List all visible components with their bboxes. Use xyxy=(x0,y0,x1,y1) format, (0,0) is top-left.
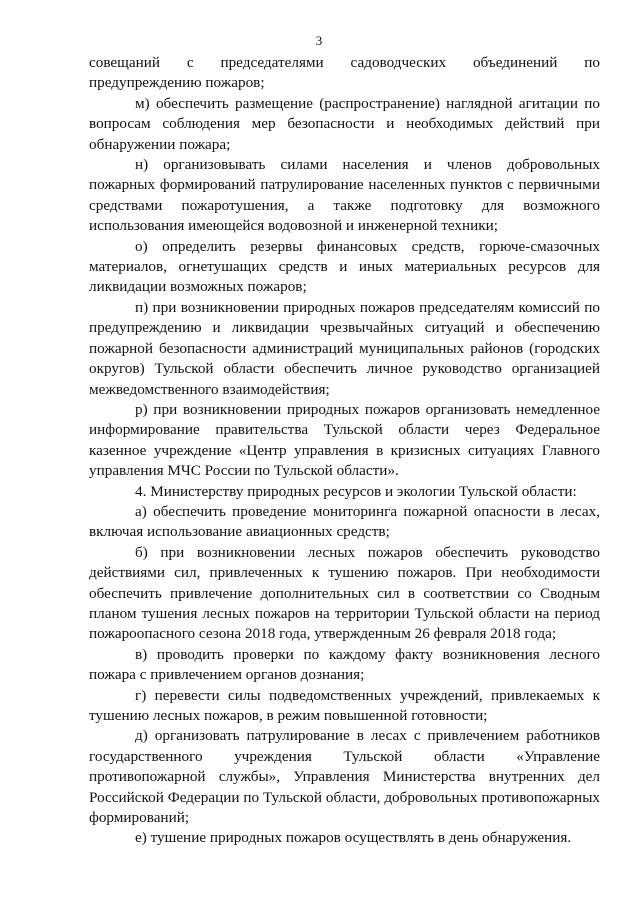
paragraph-item-e: е) тушение природных пожаров осуществлять в день обнаружения. xyxy=(135,829,572,847)
paragraph-continuation: совещаний с председателями садоводческих объединений по предупреждению пожаров; xyxy=(89,54,600,92)
paragraph-item-a: а) обеспечить проведение мониторинга пожарной опасности в лесах, включая использование авиационных средств; xyxy=(89,502,600,541)
paragraph-item-m: м) обеспечить размещение (распространение) наглядной агитации по вопросам соблюдения мер безопасности и необходимых действий при обнаружении пожара; xyxy=(89,94,600,153)
document-body xyxy=(89,53,600,849)
paragraph-item-p: п) при возникновении природных пожаров председателям комиссий по предупреждению и ликвидации чрезвычайных ситуаций и обеспечению пожарной безопасности администраций муниципальных районов (городских округов) Тульской области обеспечить личное руководство организацией межведомственного взаимодействия; xyxy=(89,298,600,398)
paragraph-section-4: 4. Министерству природных ресурсов и экологии Тульской области: xyxy=(135,482,577,500)
paragraph-item-v: в) проводить проверки по каждому факту возникновения лесного пожара с привлечением органов дознания; xyxy=(89,645,600,684)
page-number: 3 xyxy=(315,33,323,48)
paragraph-item-b: б) при возникновении лесных пожаров обеспечить руководство действиями сил, привлеченных к тушению пожаров. При необходимости обеспечить привлечение дополнительных сил в соответствии со Сводным планом тушения лесных пожаров на территории Тульской области на период пожароопасного сезона 2018 года, утвержденным 26 февраля 2018 года; xyxy=(89,543,600,643)
paragraph-item-d: д) организовать патрулирование в лесах с привлечением работников государственного учреждения Тульской области «Управление противопожарной службы», Управления Министерства внутренних дел Российской Федерации по Тульской области, добровольных противопожарных формирований; xyxy=(89,727,600,827)
paragraph-item-g: г) перевести силы подведомственных учреждений, привлекаемых к тушению лесных пожаров, в режим повышенной готовности; xyxy=(89,686,600,724)
paragraph-item-o: о) определить резервы финансовых средств, горюче-смазочных материалов, огнетушащих средств и иных материальных ресурсов для ликвидации возможных пожаров; xyxy=(89,237,600,296)
paragraph-item-r: р) при возникновении природных пожаров организовать немедленное информирование правительства Тульской области через Федеральное казенное учреждение «Центр управления в кризисных ситуациях Главного управления МЧС России по Тульской области». xyxy=(89,400,600,480)
paragraph-item-n: н) организовывать силами населения и членов добровольных пожарных формирований патрулирование населенных пунктов с первичными средствами пожаротушения, а также подготовку для возможного использования имеющейся водовозной и инженерной техники; xyxy=(89,156,600,235)
